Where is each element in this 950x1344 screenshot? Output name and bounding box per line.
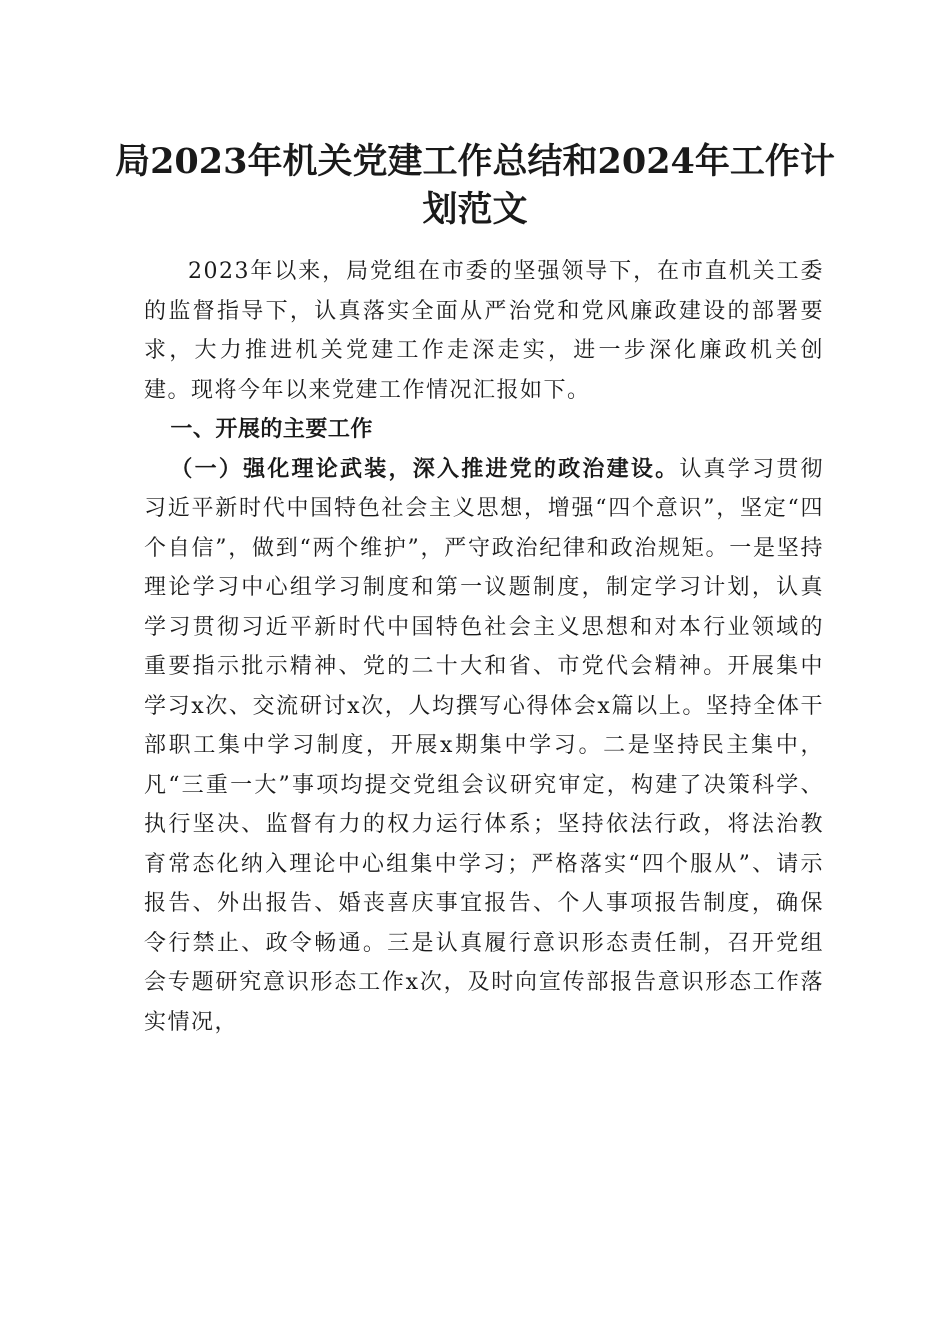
document-body	[144, 252, 824, 1042]
subsection-text-1: 认真学习贯彻习近平新时代中国特色社会主义思想，增强“四个意识”，坚定“四个自信”，做到“两个维护”，严守政治纪律和政治规矩。一是坚持理论学习中心组学习制度和第一议题制度，制定学习计划，认真学习贯彻习近平新时代中国特色社会主义思想和对本行业领域的重要指示批示精神、党的二十大和省、市党代会精神。开展集中学习x次、交流研讨x次，人均撰写心得体会x篇以上。坚持全体干部职工集中学习制度，开展x期集中学习。二是坚持民主集中，凡“三重一大”事项均提交党组会议研究审定，构建了决策科学、执行坚决、监督有力的权力运行体系；坚持依法行政，将法治教育常态化纳入理论中心组集中学习；严格落实“四个服从”、请示报告、外出报告、婚丧喜庆事宜报告、个人事项报告制度，确保令行禁止、政令畅通。三是认真履行意识形态责任制，召开党组会专题研究意识形态工作x次，及时向宣传部报告意识形态工作落实情况，	[144, 456, 824, 1035]
document-title: 局2023年机关党建工作总结和2024年工作计划范文	[115, 141, 835, 230]
subsection-heading-1: （一）强化理论武装，深入推进党的政治建设。	[170, 455, 680, 482]
intro-paragraph: 2023年以来，局党组在市委的坚强领导下，在市直机关工委的监督指导下，认真落实全面从严治党和党风廉政建设的部署要求，大力推进机关党建工作走深走实，进一步深化廉政机关创建。现将今年以来党建工作情况汇报如下。	[144, 259, 824, 403]
section-heading-1: 一、开展的主要工作	[170, 417, 373, 442]
subsection-paragraph-1	[144, 450, 824, 1043]
